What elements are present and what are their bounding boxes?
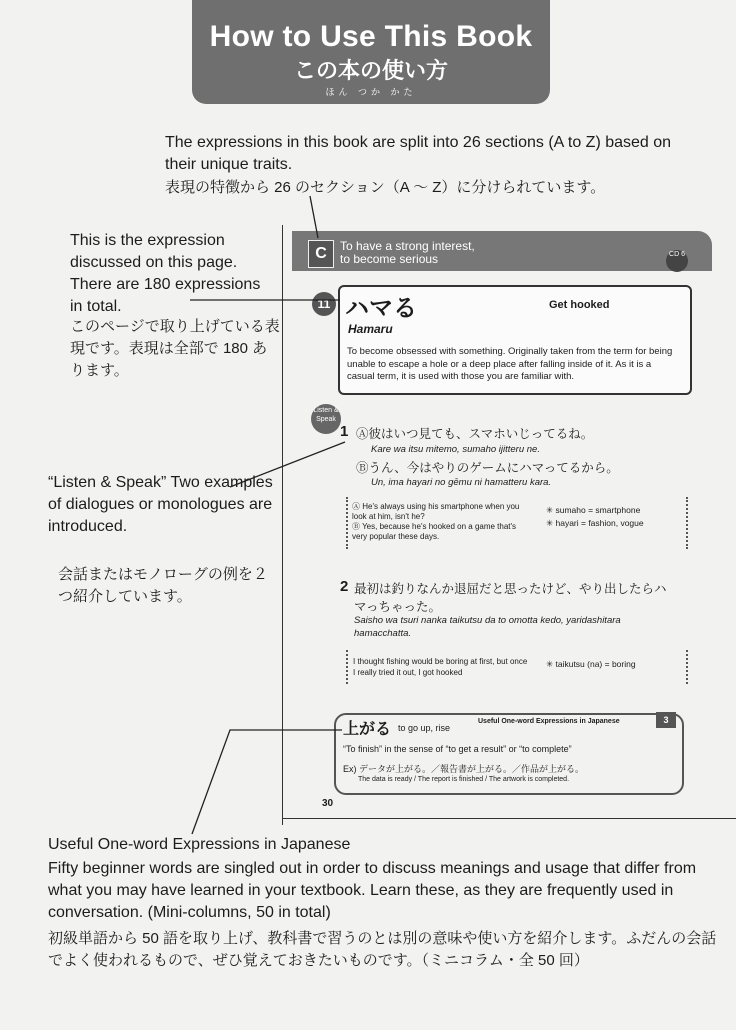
translation-2: I thought fishing would be boring at first, but once I really tried it out, I got hooked — [353, 657, 528, 677]
mini-column-description-jp: 初級単語から 50 語を取り上げ、教科書で習うのとは別の意味や使い方を紹介します。ふだんの会話でよく使われるもので、ぜひ覚えておきたいものです。（ミニコラム・全 50 回） — [48, 930, 717, 969]
mini-column-number: 3 — [656, 712, 676, 728]
mini-column-description: Fifty beginner words are singled out in order to discuss meanings and usage that differ from what you may have learned in your textbook. Learn these, as they are frequently used in conversation. (Mini-columns, 50 in total) — [48, 860, 697, 921]
translation-1-a: Ⓐ He's always using his smartphone when you look at him, isn't he? — [352, 502, 520, 521]
cd-icon: CD 6 — [666, 250, 688, 272]
expression-note-jp: このページで取り上げている表現です。表現は全部で 180 あります。 — [70, 318, 280, 379]
section-desc-line-2: to become serious — [340, 252, 439, 266]
vocab-1-item-2: ✳ hayari = fashion, vogue — [546, 518, 644, 528]
mini-column-word: 上がる — [343, 721, 392, 738]
dialogue-1-a-romaji: Kare wa itsu mitemo, sumaho ijitteru ne. — [371, 444, 540, 455]
dialogue-2-number: 2 — [340, 578, 349, 595]
dialogue-1-a: Ⓐ彼はいつ見ても、スマホいじってるね。 — [356, 427, 594, 441]
page-number: 30 — [322, 798, 334, 809]
expression-note: This is the expression discussed on this page. There are 180 expressions in total. — [70, 232, 261, 315]
section-leader-line — [310, 196, 318, 238]
listen-speak-note: “Listen & Speak” Two examples of dialogues or monologues are introduced. — [48, 474, 273, 535]
dialogue-1-b: Ⓑうん、今はやりのゲームにハマってるから。 — [356, 461, 619, 475]
dialogue-1-b-romaji: Un, ima hayari no gēmu ni hamatteru kara. — [371, 477, 552, 488]
page-title: How to Use This Book — [209, 20, 533, 53]
vocab-2: ✳ taikutsu (na) = boring — [546, 659, 636, 669]
mini-column-heading: Useful One-word Expressions in Japanese — [478, 718, 620, 725]
vocab-1-item-1: ✳ sumaho = smartphone — [546, 505, 641, 515]
intro-text: The expressions in this book are split into 26 sections (A to Z) based on their unique traits. — [165, 134, 672, 173]
listen-leader-line — [230, 442, 345, 487]
mini-column-line-3: The data is ready / The report is finished / The artwork is completed. — [358, 776, 570, 783]
mini-column-leader-line — [192, 730, 342, 834]
page-title-jp: この本の使い方 — [293, 58, 448, 83]
mini-column-line-1: “To finish” in the sense of “to get a result” or “to complete” — [343, 744, 572, 754]
dialogue-2: 最初は釣りなんか退屈だと思ったけど、やり出したらハマっちゃった。 — [354, 582, 667, 614]
expression-romaji: Hamaru — [348, 322, 393, 336]
mini-column-gloss: to go up, rise — [398, 723, 451, 733]
expression-word: ハマる — [345, 295, 417, 322]
listen-speak-badge: Listen & Speak — [311, 404, 341, 434]
expression-number: 11 — [312, 292, 336, 316]
mini-column-title: Useful One-word Expressions in Japanese — [48, 836, 351, 853]
expression-definition: To become obsessed with something. Originally taken from the term for being unable to escape a hole or a deep place after falling inside of it. As it is a casual term, it is used with those you are familiar with. — [347, 346, 673, 382]
title-ruby: ほん つか かた — [325, 87, 417, 97]
dialogue-2-romaji: Saisho wa tsuri nanka taikutsu da to omotta kedo, yaridashitara hamacchatta. — [354, 615, 621, 639]
section-desc-line-1: To have a strong interest, — [340, 239, 475, 253]
listen-speak-note-jp: 会話またはモノローグの例を２つ紹介しています。 — [58, 566, 268, 605]
section-letter: C — [308, 240, 334, 268]
intro-text-jp: 表現の特徴から 26 のセクション（A 〜 Z）に分けられています。 — [165, 179, 606, 196]
translation-1-b: Ⓑ Yes, because he's hooked on a game that's very popular these days. — [352, 522, 517, 541]
dialogue-1-number: 1 — [340, 423, 349, 440]
expression-gloss: Get hooked — [549, 299, 610, 311]
mini-column-line-2: Ex) データが上がる。／報告書が上がる。／作品が上がる。 — [343, 764, 585, 774]
